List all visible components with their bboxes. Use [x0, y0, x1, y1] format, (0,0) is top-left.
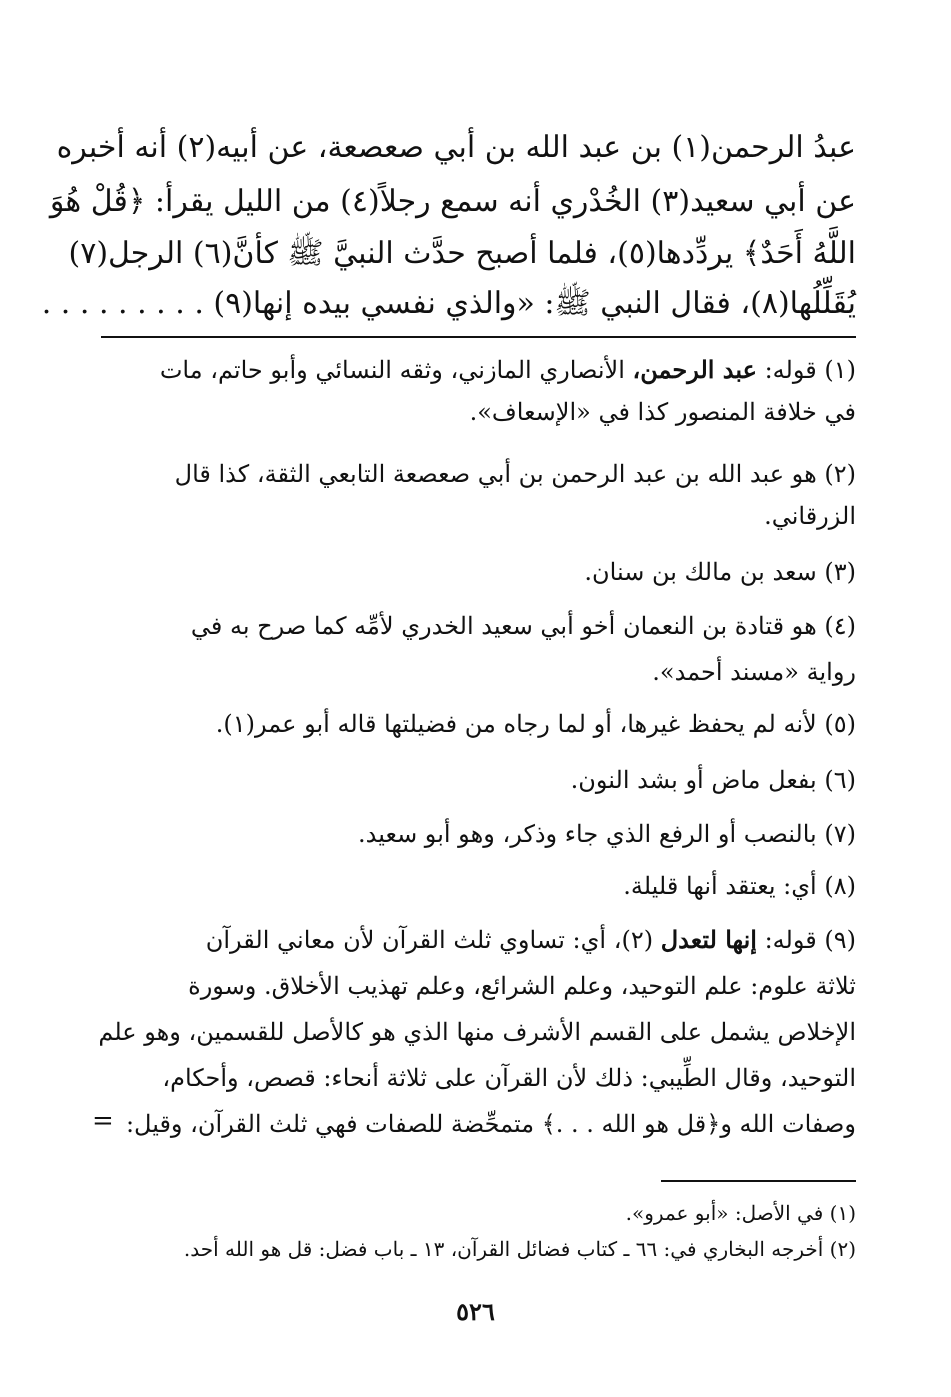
note-text: في خلافة المنصور كذا في «الإسعاف». [469, 398, 856, 426]
main-divider [101, 336, 856, 338]
note-line [106, 392, 856, 432]
main-line: عبدُ الرحمن(١) بن عبد الله بن أبي صعصعة، عن أبيه(٢) أنه أخبره [56, 130, 856, 165]
footnote-line: (١) في الأصل: «أبو عمرو». [625, 1201, 856, 1225]
note-text: الزرقاني. [764, 502, 856, 530]
footnote-line: (٢) أخرجه البخاري في: ٦٦ ـ كتاب فضائل القرآن، ١٣ ـ باب فضل: قل هو الله أحد. [183, 1237, 856, 1261]
note-text: الإخلاص يشمل على القسم الأشرف منها الذي هو كالأصل للقسمين، وهو علم [98, 1018, 856, 1046]
note-line [106, 814, 856, 854]
note-text: رواية «مسند أحمد». [652, 658, 856, 686]
note-text: وصفات الله و﴿قل هو الله . . .﴾ متمحِّضة للصفات فهي ثلث القرآن، وقيل: [125, 1110, 856, 1138]
main-line: يُقَلِّلُها(٨)، فقال النبي ﷺ: «والذي نفسي بيده إنها(٩) . . . . . . . . . [41, 286, 856, 321]
note-line [106, 1104, 856, 1144]
note-text: هو قتادة بن النعمان أخو أبي سعيد الخدري لأمِّه كما صرح به في [190, 612, 817, 640]
note-line [106, 1058, 856, 1098]
note-bold: عبد الرحمن، [632, 355, 757, 384]
note-line [106, 652, 856, 692]
note-text: بفعل ماض أو بشد النون. [570, 766, 817, 794]
note-line [106, 606, 856, 646]
note-line [106, 920, 856, 960]
note-text: هو عبد الله بن عبد الرحمن بن أبي صعصعة التابعي الثقة، كذا قال [174, 460, 817, 488]
main-line: عن أبي سعيد(٣) الخُدْري أنه سمع رجلاً(٤) من الليل يقرأ: ﴿قُلْ هُوَ [49, 184, 856, 219]
note-text: التوحيد، وقال الطِّيبي: ذلك لأن القرآن على ثلاثة أنحاء: قصص، وأحكام، [162, 1064, 856, 1092]
note-bold: إنها لتعدل [660, 925, 757, 954]
note-line [106, 350, 856, 390]
note-line [106, 552, 856, 592]
page-number: ٥٢٦ [456, 1297, 495, 1326]
note-label: (٣) [816, 558, 856, 586]
note-text: ثلاثة علوم: علم التوحيد، وعلم الشرائع، وعلم تهذيب الأخلاق. وسورة [188, 972, 856, 1000]
note-label: (٥) [816, 710, 856, 738]
continuation-mark: = [92, 1106, 114, 1136]
note-label: (٨) [816, 872, 856, 900]
note-line [106, 966, 856, 1006]
note-text: أي: يعتقد أنها قليلة. [623, 872, 817, 900]
note-text: لأنه لم يحفظ غيرها، أو لما رجاه من فضيلتها قاله أبو عمر(١). [215, 710, 817, 738]
note-line [106, 496, 856, 536]
footnote-divider [661, 1180, 856, 1182]
note-text: بالنصب أو الرفع الذي جاء وذكر، وهو أبو سعيد. [358, 820, 817, 848]
note-text: الأنصاري المازني، وثقه النسائي وأبو حاتم، مات [159, 356, 633, 384]
note-label: (٤) [816, 612, 856, 640]
note-line [106, 866, 856, 906]
note-line [98, 1012, 856, 1052]
note-line [106, 704, 856, 744]
note-text: (٢)، أي: تساوي ثلث القرآن لأن معاني القرآن [205, 926, 661, 954]
note-label: (٩) قوله: [756, 926, 856, 954]
note-label: (٧) [816, 820, 856, 848]
note-line [106, 454, 856, 494]
note-label: (٢) [816, 460, 856, 488]
note-text: سعد بن مالك بن سنان. [584, 558, 817, 586]
note-label: (٦) [816, 766, 856, 794]
note-line [106, 760, 856, 800]
main-line: اللَّهُ أَحَدٌ﴾ يردِّدها(٥)، فلما أصبح حدَّث النبيَّ ﷺ كأنَّ(٦) الرجل(٧) [68, 236, 856, 271]
note-label: (١) قوله: [756, 356, 856, 384]
